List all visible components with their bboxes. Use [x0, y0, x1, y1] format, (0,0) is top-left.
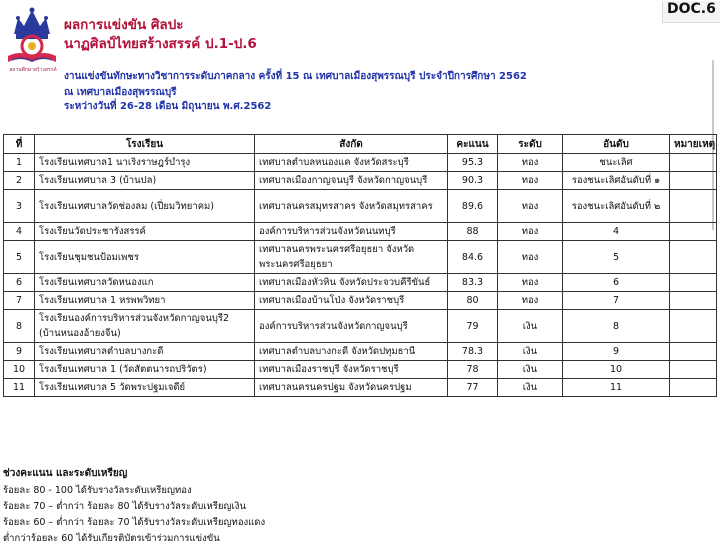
cell-rank: 10	[563, 361, 670, 379]
cell-rank: รองชนะเลิศอันดับที่ ๒	[563, 190, 670, 223]
cell-school: โรงเรียนวัดประชารังสรรค์	[35, 223, 255, 241]
cell-score: 83.3	[448, 274, 498, 292]
cell-no: 6	[4, 274, 35, 292]
page-title-line2: นาฏศิลป์ไทยสร้างสรรค์ ป.1-ป.6	[64, 36, 257, 52]
cell-note	[670, 343, 717, 361]
cell-note	[670, 274, 717, 292]
logo-caption: สถานศึกษาสร้างสรรค์	[9, 67, 57, 73]
crown-book-emblem-icon	[4, 4, 60, 68]
cell-level: ทอง	[498, 154, 563, 172]
event-dates: ระหว่างวันที่ 26-28 เดือน มิถุนายน พ.ศ.2562	[64, 101, 272, 112]
cell-score: 84.6	[448, 241, 498, 274]
emblem-logo	[4, 4, 60, 68]
cell-level: ทอง	[498, 172, 563, 190]
cell-no: 11	[4, 379, 35, 397]
cell-no: 7	[4, 292, 35, 310]
col-header-no: ที่	[4, 135, 35, 154]
cell-affiliation: เทศบาลนครพระนครศรีอยุธยา จังหวัดพระนครศรีอยุธยา	[255, 241, 448, 274]
table-row	[4, 172, 717, 190]
cell-school: โรงเรียนเทศบาล 1 หรพพวิทยา	[35, 292, 255, 310]
cell-rank: รองชนะเลิศอันดับที่ ๑	[563, 172, 670, 190]
col-header-rank: อันดับ	[563, 135, 670, 154]
event-venue: ณ เทศบาลเมืองสุพรรณบุรี	[64, 87, 177, 98]
cell-score: 77	[448, 379, 498, 397]
col-header-school: โรงเรียน	[35, 135, 255, 154]
table-row	[4, 310, 717, 343]
cell-affiliation: เทศบาลตำบลบางกะดี จังหวัดปทุมธานี	[255, 343, 448, 361]
cell-affiliation: เทศบาลเมืองกาญจนบุรี จังหวัดกาญจนบุรี	[255, 172, 448, 190]
cell-no: 4	[4, 223, 35, 241]
table-row	[4, 274, 717, 292]
cell-score: 78	[448, 361, 498, 379]
cell-score: 90.3	[448, 172, 498, 190]
cell-score: 89.6	[448, 190, 498, 223]
cell-affiliation: เทศบาลเมืองบ้านโป่ง จังหวัดราชบุรี	[255, 292, 448, 310]
cell-no: 1	[4, 154, 35, 172]
cell-note	[670, 154, 717, 172]
criteria-item-participation: ต่ำกว่าร้อยละ 60 ได้รับเกียรติบัตรเข้าร่วมการแข่งขัน	[3, 533, 220, 544]
cell-rank: 7	[563, 292, 670, 310]
cell-school: โรงเรียนองค์การบริหารส่วนจังหวัดกาญจนบุรี2 (บ้านหนองอ้ายงจีน)	[35, 310, 255, 343]
cell-school: โรงเรียนเทศบาลวัดหนองแก	[35, 274, 255, 292]
criteria-item-silver: ร้อยละ 70 – ต่ำกว่า ร้อยละ 80 ได้รับรางวัลระดับเหรียญเงิน	[3, 501, 246, 512]
event-subtitle: งานแข่งขันทักษะทางวิชาการระดับภาคกลาง ครั้งที่ 15 ณ เทศบาลเมืองสุพรรณบุรี ประจำปีการศึกษา 2562	[64, 71, 527, 82]
cell-score: 80	[448, 292, 498, 310]
cell-affiliation: เทศบาลตำบลหนองแค จังหวัดสระบุรี	[255, 154, 448, 172]
cell-note	[670, 172, 717, 190]
cell-no: 3	[4, 190, 35, 223]
cell-rank: ชนะเลิศ	[563, 154, 670, 172]
cell-level: เงิน	[498, 361, 563, 379]
cell-no: 10	[4, 361, 35, 379]
cell-level: ทอง	[498, 241, 563, 274]
criteria-item-bronze: ร้อยละ 60 – ต่ำกว่า ร้อยละ 70 ได้รับรางวัลระดับเหรียญทองแดง	[3, 517, 266, 528]
table-row	[4, 190, 717, 223]
col-header-level: ระดับ	[498, 135, 563, 154]
cell-score: 79	[448, 310, 498, 343]
criteria-item-gold: ร้อยละ 80 - 100 ได้รับรางวัลระดับเหรียญทอง	[3, 485, 192, 496]
cell-note	[670, 361, 717, 379]
cell-affiliation: องค์การบริหารส่วนจังหวัดนนทบุรี	[255, 223, 448, 241]
cell-affiliation: เทศบาลเมืองหัวหิน จังหวัดประจวบคีรีขันธ์	[255, 274, 448, 292]
cell-level: เงิน	[498, 310, 563, 343]
cell-school: โรงเรียนเทศบาลวัดช่องลม (เปี่ยมวิทยาคม)	[35, 190, 255, 223]
cell-note	[670, 223, 717, 241]
cell-no: 8	[4, 310, 35, 343]
cell-rank: 4	[563, 223, 670, 241]
table-row	[4, 292, 717, 310]
cell-score: 78.3	[448, 343, 498, 361]
cell-affiliation: องค์การบริหารส่วนจังหวัดกาญจนบุรี	[255, 310, 448, 343]
cell-no: 5	[4, 241, 35, 274]
cell-rank: 6	[563, 274, 670, 292]
page-title: ผลการแข่งขัน ศิลปะ	[64, 17, 184, 33]
cell-school: โรงเรียนเทศบาล 1 (วัดสัตตนารถปริวัตร)	[35, 361, 255, 379]
cell-level: เงิน	[498, 343, 563, 361]
cell-no: 2	[4, 172, 35, 190]
cell-school: โรงเรียนเทศบาล1 นาเริงราษฎร์บำรุง	[35, 154, 255, 172]
cell-rank: 11	[563, 379, 670, 397]
table-row	[4, 241, 717, 274]
cell-level: ทอง	[498, 223, 563, 241]
cell-affiliation: เทศบาลนครนครปฐม จังหวัดนครปฐม	[255, 379, 448, 397]
col-header-note: หมายเหตุ	[670, 135, 717, 154]
cell-note	[670, 292, 717, 310]
cell-note	[670, 190, 717, 223]
cell-level: ทอง	[498, 274, 563, 292]
cell-rank: 9	[563, 343, 670, 361]
cell-level: ทอง	[498, 190, 563, 223]
cell-no: 9	[4, 343, 35, 361]
results-table	[3, 134, 717, 397]
cell-rank: 8	[563, 310, 670, 343]
cell-rank: 5	[563, 241, 670, 274]
table-row	[4, 223, 717, 241]
table-header-row	[4, 135, 717, 154]
table-row	[4, 361, 717, 379]
cell-level: เงิน	[498, 379, 563, 397]
table-row	[4, 343, 717, 361]
criteria-heading: ช่วงคะแนน และระดับเหรียญ	[3, 468, 128, 479]
col-header-affiliation: สังกัด	[255, 135, 448, 154]
cell-school: โรงเรียนเทศบาล 5 วัดพระปฐมเจดีย์	[35, 379, 255, 397]
col-header-score: คะแนน	[448, 135, 498, 154]
doc-badge: DOC.6	[662, 1, 720, 23]
cell-school: โรงเรียนเทศบาลตำบลบางกะดี	[35, 343, 255, 361]
table-row	[4, 154, 717, 172]
cell-affiliation: เทศบาลนครสมุทรสาคร จังหวัดสมุทรสาคร	[255, 190, 448, 223]
cell-score: 88	[448, 223, 498, 241]
cell-note	[670, 310, 717, 343]
cell-school: โรงเรียนเทศบาล 3 (บ้านปล)	[35, 172, 255, 190]
cell-score: 95.3	[448, 154, 498, 172]
cell-note	[670, 241, 717, 274]
cell-level: ทอง	[498, 292, 563, 310]
cell-affiliation: เทศบาลเมืองราชบุรี จังหวัดราชบุรี	[255, 361, 448, 379]
table-row	[4, 379, 717, 397]
cell-note	[670, 379, 717, 397]
cell-school: โรงเรียนชุมชนป้อมเพชร	[35, 241, 255, 274]
